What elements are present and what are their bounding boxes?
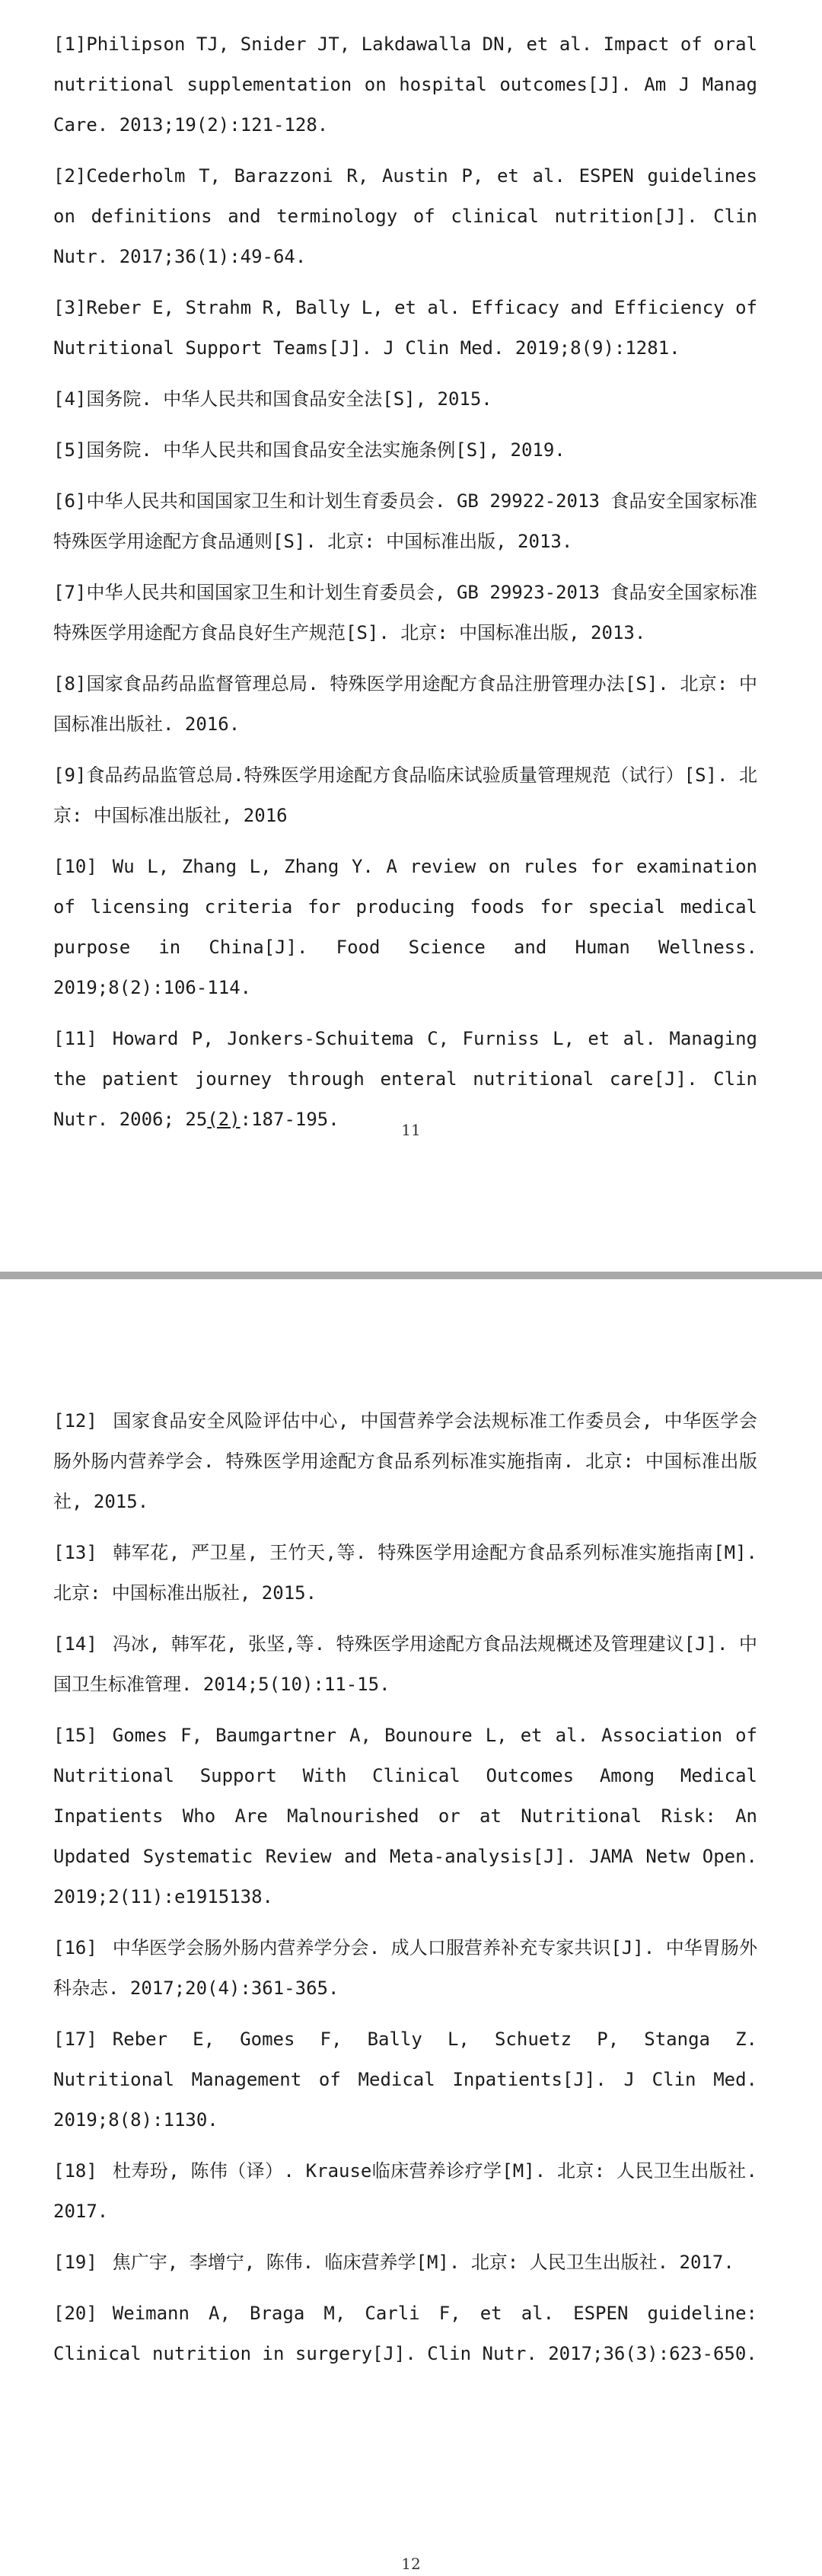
reference-number: [17]: [53, 2029, 97, 2050]
reference-text: Howard P, Jonkers-Schuitema C, Furniss L, et al. Managing the patient journey through enteral nutritional care[J]. Clin Nutr. 2006; 25: [53, 1028, 757, 1130]
reference-item-12: [53, 1401, 757, 1522]
reference-item-2: [53, 156, 757, 277]
reference-number: [6]: [53, 490, 87, 512]
reference-text: 杜寿玢, 陈伟（译）. Krause临床营养诊疗学[M]. 北京: 人民卫生出版社. 2017.: [53, 2160, 757, 2222]
reference-number: [3]: [53, 297, 87, 318]
reference-number: [13]: [53, 1542, 97, 1563]
reference-text: 食品药品监管总局.特殊医学用途配方食品临床试验质量管理规范（试行）[S]. 北京: 中国标准出版社, 2016: [53, 765, 757, 826]
reference-number: [11]: [53, 1028, 97, 1049]
page-number: 11: [401, 1121, 421, 1139]
document-page-12: [0, 1279, 822, 2576]
reference-list: [53, 24, 757, 1151]
page-divider: [0, 1272, 822, 1279]
reference-text: 冯冰, 韩军花, 张坚,等. 特殊医学用途配方食品法规概述及管理建议[J]. 中国卫生标准管理. 2014;5(10):11-15.: [53, 1633, 757, 1695]
reference-text: Reber E, Gomes F, Bally L, Schuetz P, Stanga Z. Nutritional Management of Medical Inpatients[J]. J Clin Med. 2019;8(8):1130.: [53, 2029, 757, 2131]
reference-text: 韩军花, 严卫星, 王竹天,等. 特殊医学用途配方食品系列标准实施指南[M]. 北京: 中国标准出版社, 2015.: [53, 1542, 757, 1604]
reference-text: 国务院. 中华人民共和国食品安全法[S], 2015.: [86, 388, 492, 410]
reference-item-20: [53, 2294, 757, 2374]
reference-text: Reber E, Strahm R, Bally L, et al. Efficacy and Efficiency of Nutritional Support Teams[J]. J Clin Med. 2019;8(9):1281.: [53, 297, 757, 359]
reference-text: 国家食品药品监督管理总局. 特殊医学用途配方食品注册管理办法[S]. 北京: 中国标准出版社. 2016.: [53, 673, 757, 735]
reference-issue-underlined: (2): [207, 1109, 241, 1130]
reference-text: Wu L, Zhang L, Zhang Y. A review on rules for examination of licensing criteria for producing foods for special medical purpose in China[J]. Food Science and Human Wellness. 2019;8(2):106-114.: [53, 856, 757, 998]
reference-text: 焦广宇, 李增宁, 陈伟. 临床营养学[M]. 北京: 人民卫生出版社. 2017.: [112, 2252, 734, 2273]
reference-item-14: [53, 1624, 757, 1705]
reference-text: Gomes F, Baumgartner A, Bounoure L, et al. Association of Nutritional Support With Clinical Outcomes Among Medical Inpatients Who Are Malnourished or at Nutritional Risk: An Updated Systematic Review and Meta-analysis[J]. JAMA Netw Open. 2019;2(11):e1915138.: [53, 1725, 757, 1907]
reference-text: Weimann A, Braga M, Carli F, et al. ESPEN guideline: Clinical nutrition in surgery[J]. Clin Nutr. 2017;36(3):623-650.: [53, 2303, 757, 2364]
reference-number: [1]: [53, 34, 87, 55]
reference-item-17: [53, 2019, 757, 2140]
reference-number: [15]: [53, 1725, 97, 1746]
reference-number: [9]: [53, 765, 87, 786]
reference-number: [2]: [53, 165, 87, 187]
reference-number: [20]: [53, 2303, 97, 2324]
reference-number: [18]: [53, 2160, 97, 2182]
reference-text: Philipson TJ, Snider JT, Lakdawalla DN, et al. Impact of oral nutritional supplementation on hospital outcomes[J]. Am J Manag Care. 2013;19(2):121-128.: [53, 34, 757, 136]
reference-pages: :187-195.: [240, 1109, 339, 1130]
reference-text: Cederholm T, Barazzoni R, Austin P, et al. ESPEN guidelines on definitions and terminology of clinical nutrition[J]. Clin Nutr. 2017;36(1):49-64.: [53, 165, 757, 267]
reference-text: 中华人民共和国国家卫生和计划生育委员会, GB 29923-2013 食品安全国家标准特殊医学用途配方食品良好生产规范[S]. 北京: 中国标准出版, 2013.: [53, 582, 757, 643]
reference-list: [53, 1401, 757, 2385]
reference-number: [14]: [53, 1633, 97, 1655]
reference-text: 中华医学会肠外肠内营养学分会. 成人口服营养补充专家共识[J]. 中华胃肠外科杂志. 2017;20(4):361-365.: [53, 1937, 757, 1999]
reference-item-6: [53, 481, 757, 562]
reference-item-4: [53, 379, 757, 420]
reference-number: [19]: [53, 2252, 97, 2273]
reference-item-13: [53, 1533, 757, 1614]
reference-number: [7]: [53, 582, 87, 603]
reference-number: [16]: [53, 1937, 97, 1958]
reference-item-3: [53, 288, 757, 369]
reference-item-9: [53, 755, 757, 836]
page-number: 12: [401, 2555, 421, 2573]
reference-text: 国家食品安全风险评估中心, 中国营养学会法规标准工作委员会, 中华医学会肠外肠内营养学会. 特殊医学用途配方食品系列标准实施指南. 北京: 中国标准出版社, 2015.: [53, 1410, 757, 1512]
reference-number: [4]: [53, 388, 87, 410]
reference-item-5: [53, 430, 757, 471]
reference-item-10: [53, 847, 757, 1008]
reference-number: [12]: [53, 1410, 97, 1432]
reference-number: [5]: [53, 439, 87, 461]
reference-item-1: [53, 24, 757, 145]
reference-item-7: [53, 573, 757, 653]
reference-item-19: [53, 2242, 757, 2283]
reference-item-16: [53, 1928, 757, 2009]
reference-text: 中华人民共和国国家卫生和计划生育委员会. GB 29922-2013 食品安全国家标准特殊医学用途配方食品通则[S]. 北京: 中国标准出版, 2013.: [53, 490, 757, 552]
reference-number: [8]: [53, 673, 87, 694]
reference-number: [10]: [53, 856, 97, 877]
reference-text: 国务院. 中华人民共和国食品安全法实施条例[S], 2019.: [86, 439, 566, 461]
reference-item-8: [53, 664, 757, 745]
reference-item-18: [53, 2151, 757, 2232]
reference-item-15: [53, 1716, 757, 1917]
document-page-11: [0, 0, 822, 1272]
